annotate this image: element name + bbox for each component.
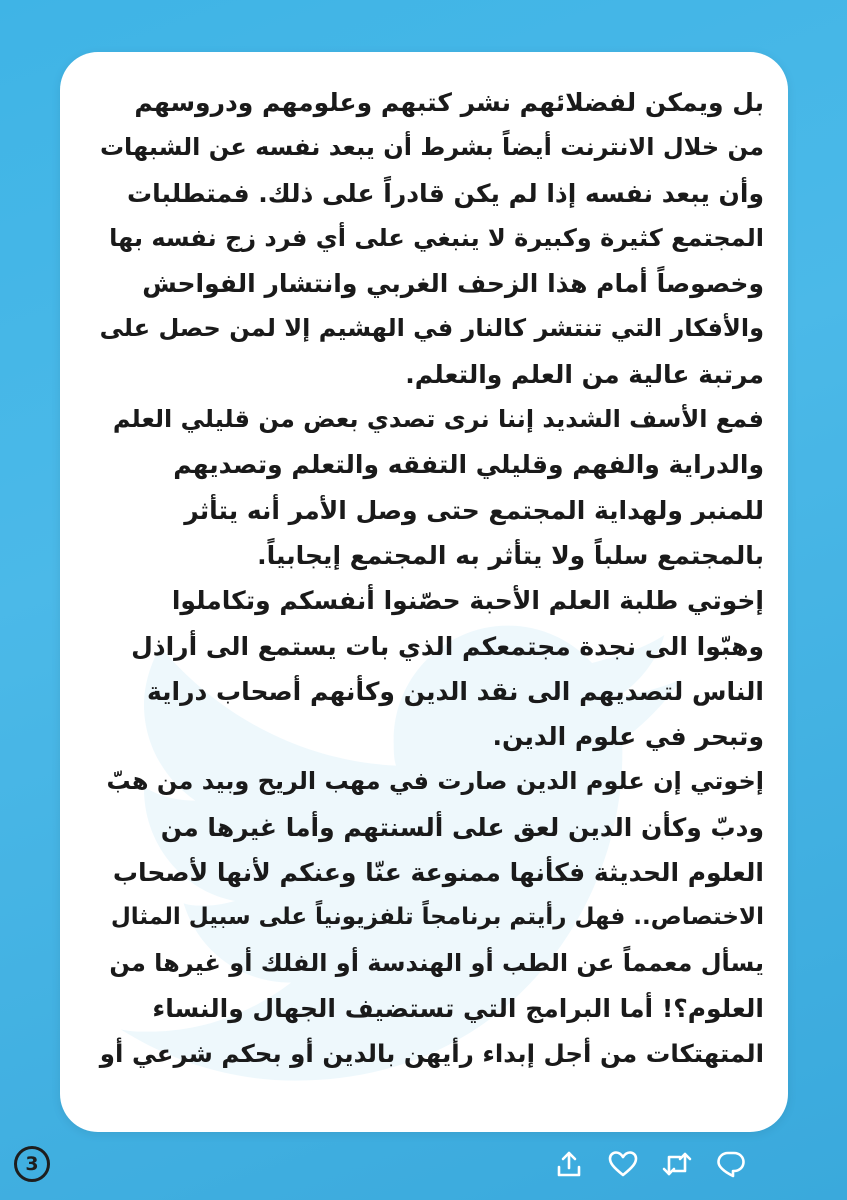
text-line: مرتبة عالية من العلم والتعلم. [405, 359, 764, 389]
text-line: والأفكار التي تنتشر كالنار في الهشيم إلا لمن حصل على [99, 314, 764, 343]
article-text [100, 80, 764, 1077]
text-line: إخوتي إن علوم الدين صارت في مهب الريح وبيد من هبّ [106, 767, 764, 796]
text-line: إخوتي طلبة العلم الأحبة حصّنوا أنفسكم وتكاملوا [171, 586, 764, 616]
heart-icon[interactable] [607, 1148, 639, 1180]
text-line: الاختصاص.. فهل رأيتم برنامجاً تلفزيونياً على سبيل المثال [110, 904, 764, 931]
post-card [60, 52, 788, 1132]
text-line: فمع الأسف الشديد إننا نرى تصدي بعض من قليلي العلم [112, 405, 764, 434]
text-line: بل ويمكن لفضلائهم نشر كتبهم وعلومهم ودروسهم [134, 88, 764, 117]
text-line: الناس لتصديهم الى نقد الدين وكأنهم أصحاب دراية [146, 676, 764, 706]
text-line: وأن يبعد نفسه إذا لم يكن قادراً على ذلك. فمتطلبات [126, 178, 764, 208]
text-line: وتبحر في علوم الدين. [492, 722, 764, 752]
text-line: والدراية والفهم وقليلي التفقه والتعلم وتصديهم [173, 450, 764, 480]
text-line: المجتمع كثيرة وكبيرة لا ينبغي على أي فرد زج نفسه بها [109, 223, 764, 252]
page-number-badge: 3 [14, 1146, 50, 1182]
reply-icon[interactable] [715, 1148, 747, 1180]
text-line: العلوم؟! أما البرامج التي تستضيف الجهال والنساء [152, 993, 764, 1023]
text-line: وخصوصاً أمام هذا الزحف الغربي وانتشار الفواحش [142, 269, 764, 299]
retweet-icon[interactable] [661, 1148, 693, 1180]
text-line: من خلال الانترنت أيضاً بشرط أن يبعد نفسه عن الشبهات [99, 133, 764, 162]
text-line: العلوم الحديثة فكأنها ممنوعة عنّا وعنكم لأنها لأصحاب [112, 858, 764, 888]
text-line: بالمجتمع سلباً ولا يتأثر به المجتمع إيجابياً. [257, 540, 764, 570]
text-line: وهبّوا الى نجدة مجتمعكم الذي بات يستمع الى أراذل [131, 631, 764, 661]
text-line: يسأل معمماً عن الطب أو الهندسة أو الفلك أو غيرها من [109, 948, 764, 977]
text-line: للمنبر ولهداية المجتمع حتى وصل الأمر أنه يتأثر [184, 495, 764, 525]
text-line: المتهتكات من أجل إبداء رأيهن بالدين أو بحكم شرعي أو [99, 1039, 764, 1069]
post-actions [553, 1148, 747, 1180]
share-icon[interactable] [553, 1148, 585, 1180]
text-line: ودبّ وكأن الدين لعق على ألسنتهم وأما غيرها من [160, 812, 764, 842]
